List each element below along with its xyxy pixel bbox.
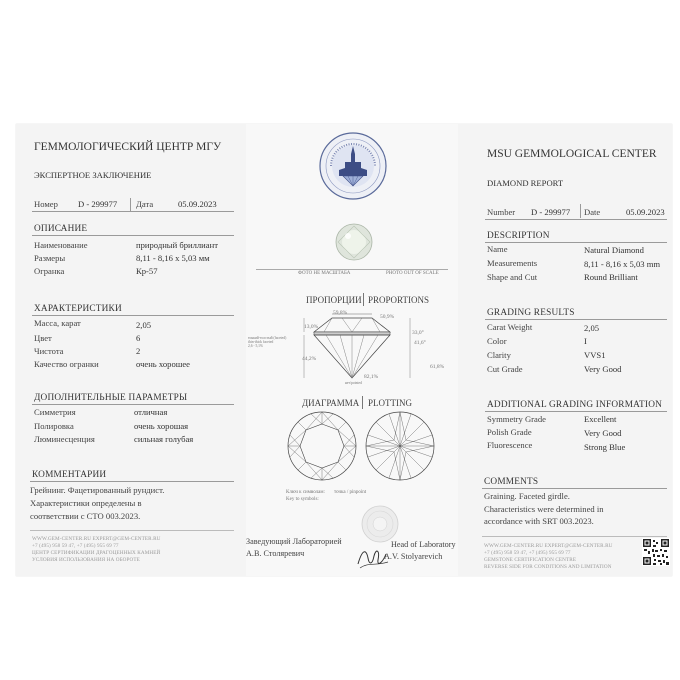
report-title-ru: ЭКСПЕРТНОЕ ЗАКЛЮЧЕНИЕ — [34, 170, 152, 180]
characteristics-heading-ru: ХАРАКТЕРИСТИКИ — [34, 304, 122, 314]
divider — [32, 235, 234, 236]
footer-line: УСЛОВИЯ ИСПОЛЬЗОВАНИЯ НА ОБОРОТЕ — [32, 557, 140, 563]
qr-code-icon[interactable] — [642, 538, 670, 566]
field-value: Кр-57 — [136, 266, 158, 276]
field-value: сильная голубая — [134, 434, 194, 444]
comment-line: Грейнинг. Фацетированный рундист. — [30, 485, 165, 495]
field-value: 2,05 — [136, 320, 152, 330]
field-label: Clarity — [487, 350, 511, 360]
crown-angle: 33,0° — [412, 330, 424, 336]
divider — [32, 211, 234, 212]
photo-caption-ru: ФОТО НЕ МАСШТАБА — [298, 271, 351, 276]
field-label: Name — [487, 244, 508, 254]
divider — [485, 411, 667, 412]
field-label: Огранка — [34, 266, 65, 276]
head-name-en: A.V. Stolyarevich — [384, 552, 443, 561]
hologram-seal-icon — [360, 504, 400, 544]
lower-half-percent: 82,1% — [364, 374, 379, 380]
field-value: Very Good — [584, 364, 622, 374]
field-label: Полировка — [34, 421, 74, 431]
divider — [485, 242, 667, 243]
divider — [482, 488, 667, 489]
center-name-en: MSU GEMMOLOGICAL CENTER — [487, 148, 657, 160]
head-name-ru: А.В. Столяревич — [246, 549, 305, 558]
proportions-heading-en: PROPORTIONS — [368, 295, 429, 305]
divider — [485, 219, 667, 220]
date-label-en: Date — [584, 207, 601, 217]
divider — [256, 269, 448, 270]
field-label: Shape and Cut — [487, 272, 538, 282]
field-label: Размеры — [34, 253, 66, 263]
divider — [130, 198, 131, 211]
divider — [580, 204, 581, 218]
culet-note: нет/pointed — [345, 381, 362, 385]
head-lab-ru: Заведующий Лабораторией — [246, 537, 342, 546]
field-label: Чистота — [34, 346, 64, 356]
report-title-en: DIAMOND REPORT — [487, 178, 564, 188]
footer-line: +7 (495) 958 59 47, +7 (495) 955 69 77 — [32, 543, 119, 549]
number-value-en: D - 299977 — [531, 207, 571, 217]
divider — [482, 536, 667, 537]
number-label-en: Number — [487, 207, 516, 217]
field-value: VVS1 — [584, 350, 606, 360]
field-value: 8,11 - 8,16 x 5,03 мм — [136, 253, 210, 263]
girdle-note: thin-thick faceted — [248, 340, 274, 344]
comments-heading-ru: КОММЕНТАРИИ — [32, 470, 107, 480]
university-emblem-icon — [317, 130, 389, 202]
plotting-heading-ru: ДИАГРАММА — [302, 398, 360, 408]
description-heading-en: DESCRIPTION — [487, 231, 550, 241]
pavilion-angle: 41,6° — [414, 340, 426, 346]
number-label-ru: Номер — [34, 199, 58, 209]
comment-line: Характеристики определены в — [30, 498, 142, 508]
date-value-en: 05.09.2023 — [626, 207, 665, 217]
pavilion-depth-percent: 44,2% — [302, 356, 317, 362]
comment-line: Characteristics were determined in — [484, 504, 604, 514]
additional-heading-en: ADDITIONAL GRADING INFORMATION — [487, 400, 663, 410]
english-panel — [458, 124, 672, 576]
middle-panel — [246, 124, 458, 576]
field-label: Measurements — [487, 258, 538, 268]
center-name-ru: ГЕММОЛОГИЧЕСКИЙ ЦЕНТР МГУ — [34, 141, 222, 153]
head-lab-en: Head of Laboratory — [391, 540, 456, 549]
footer-line: REVERSE SIDE FOR CONDITIONS AND LIMITATION — [484, 564, 612, 570]
pavilion-plot-diagram — [364, 410, 436, 482]
field-label: Симметрия — [34, 407, 76, 417]
divider — [30, 481, 234, 482]
comment-line: Graining. Faceted girdle. — [484, 491, 570, 501]
field-value: природный бриллиант — [136, 240, 218, 250]
field-label: Symmetry Grade — [487, 414, 546, 424]
field-label: Масса, карат — [34, 318, 81, 328]
field-label: Качество огранки — [34, 359, 99, 369]
divider — [32, 315, 234, 316]
field-value: Excellent — [584, 414, 617, 424]
footer-line: WWW.GEM-CENTER.RU EXPERT@GEM-CENTER.RU — [32, 536, 161, 542]
field-label: Carat Weight — [487, 322, 533, 332]
field-label: Cut Grade — [487, 364, 523, 374]
photo-caption-en: PHOTO OUT OF SCALE — [386, 271, 439, 276]
field-value: Strong Blue — [584, 442, 626, 452]
divider — [362, 396, 363, 409]
additional-heading-ru: ДОПОЛНИТЕЛЬНЫЕ ПАРАМЕТРЫ — [34, 393, 188, 403]
diamond-photo-icon — [334, 222, 374, 262]
field-value: отличная — [134, 407, 168, 417]
key-label-en: Key to symbols: — [286, 497, 319, 502]
comment-line: accordance with SRT 003.2023. — [484, 516, 594, 526]
proportions-heading-ru: ПРОПОРЦИИ — [306, 295, 362, 305]
total-depth-percent: 61,8% — [430, 364, 445, 370]
footer-line: +7 (495) 958 59 47, +7 (495) 955 69 77 — [484, 550, 571, 556]
field-value: I — [584, 336, 587, 346]
table-percent: 59,8% — [333, 310, 348, 316]
key-value: точка / pinpoint — [334, 490, 367, 495]
russian-panel — [16, 124, 246, 576]
comment-line: соответствии с СТО 003.2023. — [30, 511, 141, 521]
crown-height-percent: 13,0% — [304, 324, 319, 330]
divider — [363, 293, 364, 306]
field-value: Natural Diamond — [584, 245, 644, 255]
field-label: Fluorescence — [487, 440, 533, 450]
star-percent: 50,9% — [380, 314, 395, 320]
date-label-ru: Дата — [136, 199, 154, 209]
grading-heading-en: GRADING RESULTS — [487, 308, 575, 318]
field-value: очень хорошее — [136, 359, 190, 369]
field-value: Very Good — [584, 428, 622, 438]
girdle-note: 2,6 - 5,1% — [248, 344, 263, 348]
diamond-certificate — [16, 124, 672, 576]
field-label: Цвет — [34, 333, 52, 343]
field-value: очень хорошая — [134, 421, 189, 431]
field-label: Люминесценция — [34, 434, 95, 444]
description-heading-ru: ОПИСАНИЕ — [34, 224, 88, 234]
key-label-ru: Ключ к символам: — [286, 490, 325, 495]
footer-line: WWW.GEM-CENTER.RU EXPERT@GEM-CENTER.RU — [484, 543, 613, 549]
comments-heading-en: COMMENTS — [484, 477, 539, 487]
number-value-ru: D - 299977 — [78, 199, 118, 209]
field-value: 6 — [136, 333, 141, 343]
footer-line: GEMSTONE CERTIFICATION CENTRE — [484, 557, 577, 563]
field-label: Наименование — [34, 240, 88, 250]
divider — [32, 404, 234, 405]
field-label: Polish Grade — [487, 427, 532, 437]
signature-icon — [356, 542, 390, 572]
footer-line: ЦЕНТР СЕРТИФИКАЦИИ ДРАГОЦЕННЫХ КАМНЕЙ — [32, 550, 161, 556]
divider — [485, 319, 667, 320]
girdle-note: тонкий-толстый (faceted) — [248, 336, 287, 340]
field-label: Color — [487, 336, 507, 346]
field-value: 2 — [136, 346, 141, 356]
field-value: 8,11 - 8,16 x 5,03 mm — [584, 259, 661, 269]
field-value: 2,05 — [584, 323, 600, 333]
plotting-heading-en: PLOTTING — [368, 398, 412, 408]
divider — [30, 530, 234, 531]
date-value-ru: 05.09.2023 — [178, 199, 217, 209]
proportions-diagram — [286, 310, 426, 390]
field-value: Round Brilliant — [584, 272, 638, 282]
crown-plot-diagram — [286, 410, 358, 482]
